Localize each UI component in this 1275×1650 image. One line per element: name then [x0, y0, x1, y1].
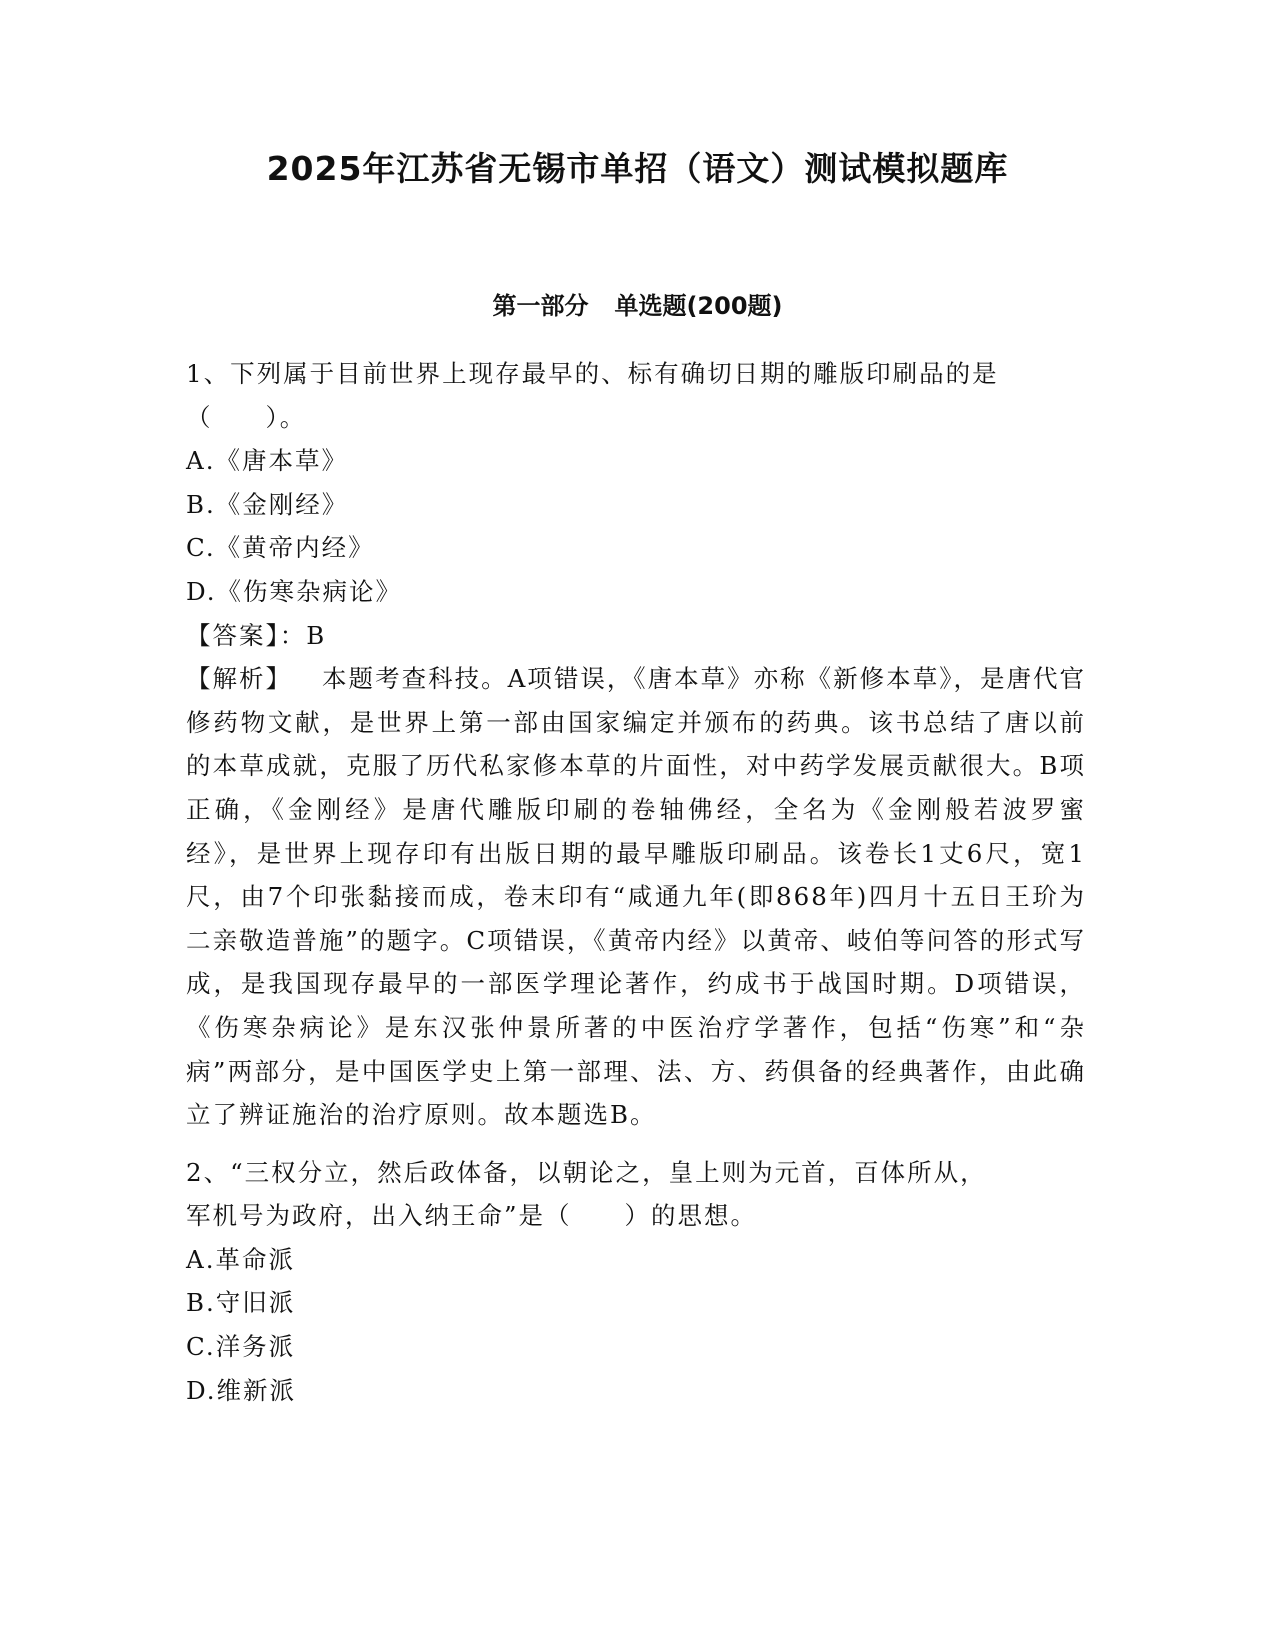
- question-stem-line: 军机号为政府，出入纳王命”是（ ）的思想。: [186, 1201, 758, 1231]
- question-1: [186, 352, 1086, 1137]
- option-d: D.《伤寒杂病论》: [186, 576, 403, 606]
- option-d: D.维新派: [186, 1375, 297, 1405]
- option-c: C.《黄帝内经》: [186, 533, 375, 563]
- option-c: C.洋务派: [186, 1332, 296, 1362]
- explanation: [186, 657, 1086, 1137]
- answer-line: 【答案】：B: [186, 620, 327, 650]
- question-stem-line: 1、下列属于目前世界上现存最早的、标有确切日期的雕版印刷品的是: [186, 359, 999, 388]
- document-title: 2025年江苏省无锡市单招（语文）测试模拟题库: [266, 149, 1009, 188]
- explanation-tag: 【解析】: [186, 664, 293, 694]
- option-a: A.《唐本草》: [186, 446, 348, 476]
- explanation-text: 本题考查科技。A项错误，《唐本草》亦称《新修本草》，是唐代官修药物文献，是世界上第一部由国家编定并颁布的药典。该书总结了唐以前的本草成就，克服了历代私家修本草的片面性，对中药学发展贡献很大。B项正确，《金刚经》是唐代雕版印刷的卷轴佛经，全名为《金刚般若波罗蜜经》，是世界上现存印有出版日期的最早雕版印刷品。该卷长1丈6尺，宽1尺，由7个印张黏接而成，卷末印有“咸通九年(即868年)四月十五日王玠为二亲敬造普施”的题字。C项错误，《黄帝内经》以黄帝、岐伯等问答的形式写成，是我国现存最早的一部医学理论著作，约成书于战国时期。D项错误，《伤寒杂病论》是东汉张仲景所著的中医治疗学著作，包括“伤寒”和“杂病”两部分，是中国医学史上第一部理、法、方、药俱备的经典著作，由此确立了辨证施治的治疗原则。故本题选B。: [186, 664, 1086, 1130]
- question-stem-line: （ ）。: [186, 402, 307, 432]
- question-2: [186, 1151, 1086, 1413]
- section-heading: [0, 289, 1275, 323]
- question-stem-line: 2、“三权分立，然后政体备，以朝论之，皇上则为元首，百体所从，: [186, 1157, 987, 1187]
- section-name: 单选题(200题): [614, 292, 783, 320]
- option-a: A.革命派: [186, 1244, 295, 1274]
- option-b: B.守旧派: [186, 1288, 296, 1318]
- section-label: 第一部分: [492, 292, 589, 320]
- question-list: [186, 352, 1086, 1418]
- option-b: B.《金刚经》: [186, 489, 349, 519]
